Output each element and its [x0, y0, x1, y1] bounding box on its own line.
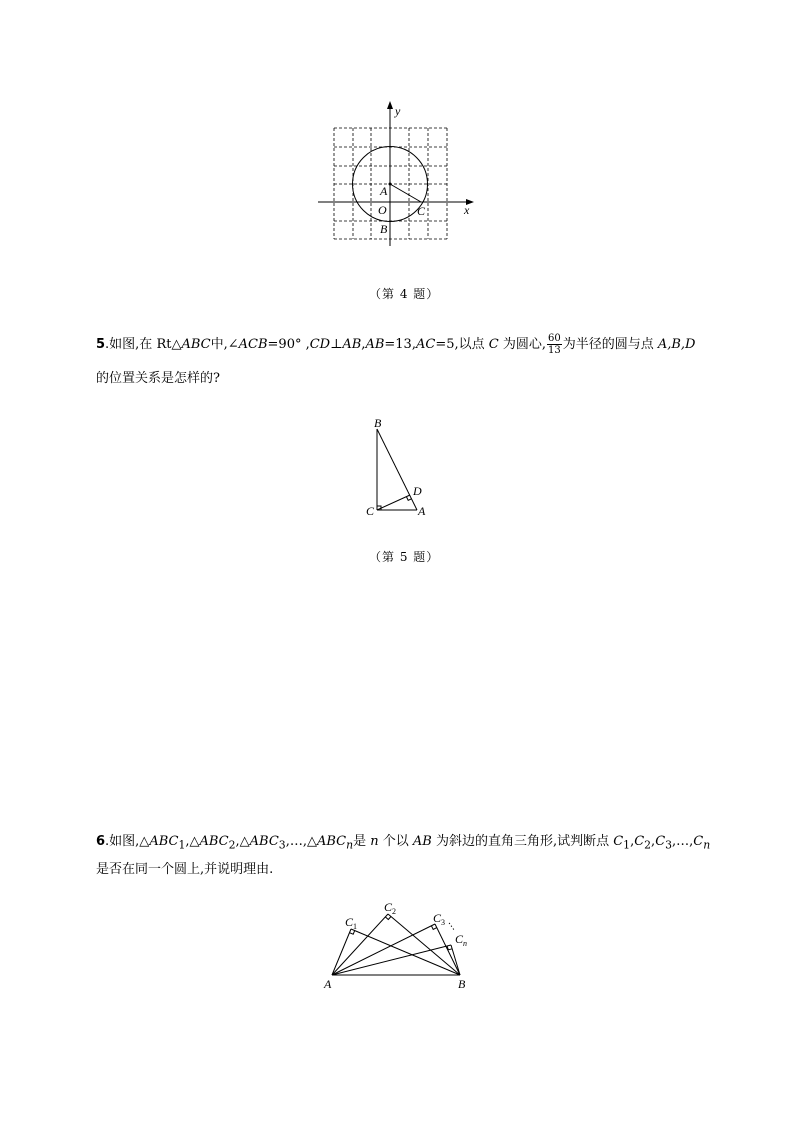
figure-5-right-triangle — [362, 414, 432, 522]
figure-6-label-cn: $C_n$ — [455, 932, 468, 948]
question-5-line-2: 的位置关系是怎样的? — [96, 371, 220, 386]
figure-4-caption: （第 4 题） — [369, 287, 440, 301]
figure-6-label-b: B — [458, 977, 466, 991]
figure-5-label-c: C — [366, 504, 375, 518]
fraction-60-over-13: $\frac{60}{13}$ — [547, 333, 561, 356]
figure-4-label-b: B — [380, 222, 388, 236]
figure-6-label-c3: $C_3$ — [433, 911, 446, 927]
figure-4-label-a: A — [380, 184, 388, 198]
question-5-line-1: 5.如图,在 Rt△ABC中,∠ACB=90° ,CD⊥AB,AB=13,AC=5,以点 C 为圆心, $\frac{60}{13}$ 为半径的圆与点 A,B,D — [96, 333, 696, 356]
figure-4-label-o: O — [378, 203, 387, 217]
figure-4-label-x: x — [464, 203, 470, 217]
question-5-number: 5 — [96, 337, 106, 352]
figure-6-label-a: A — [324, 977, 332, 991]
figure-5-label-d: D — [413, 484, 422, 498]
question-6-line-1: 6.如图$,\triangle ABC_1,\triangle ABC_2,\triangle ABC_3,\dots,\triangle ABC_n$是 n 个以 AB 为斜边的直角三角形,试判断点 $C_1,C_2,C_3,\dots,C_n$ — [96, 834, 711, 852]
figure-4-label-y: y — [395, 104, 401, 118]
figure-6-right-triangles — [318, 898, 478, 994]
figure-5-label-a: A — [418, 504, 426, 518]
figure-5-caption: （第 5 题） — [369, 550, 440, 564]
question-6-number: 6 — [96, 834, 106, 849]
question-6-line-2: 是否在同一个圆上,并说明理由. — [96, 862, 274, 877]
figure-5-label-b: B — [374, 416, 382, 430]
figure-4-grid-circle — [310, 98, 480, 248]
figure-6-label-dots: ⋮ — [444, 919, 459, 935]
figure-4-label-c: C — [417, 204, 426, 218]
figure-6-label-c1: $C_1$ — [345, 915, 358, 931]
figure-6-label-c2: $C_2$ — [384, 900, 397, 916]
